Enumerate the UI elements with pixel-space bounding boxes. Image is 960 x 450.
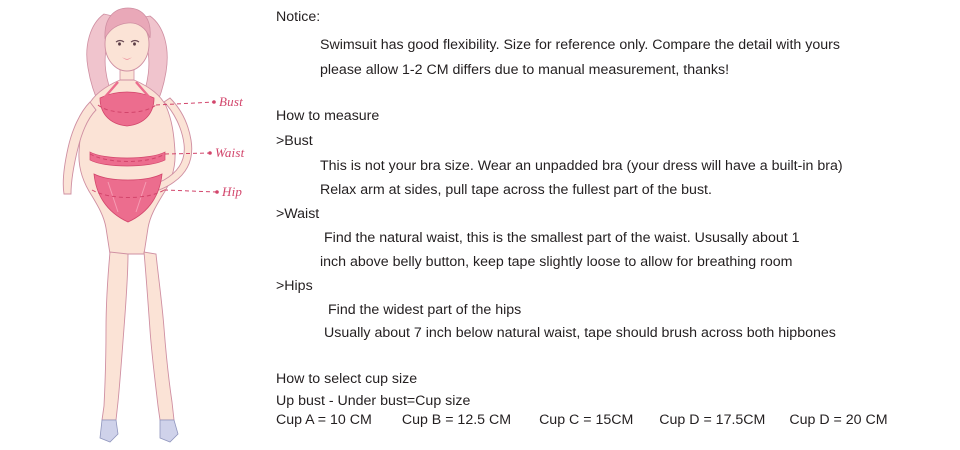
cup-size-e: Cup D = 20 CM bbox=[789, 412, 888, 428]
section-waist-line-1: Find the natural waist, this is the smallest part of the waist. Ususally about 1 bbox=[324, 230, 800, 246]
section-bust-line-1: This is not your bra size. Wear an unpadded bra (your dress will have a built-in bra) bbox=[320, 158, 843, 174]
section-hips-line-1: Find the widest part of the hips bbox=[328, 302, 522, 318]
figure-panel bbox=[0, 0, 268, 450]
section-hips-title: >Hips bbox=[276, 278, 313, 294]
section-bust-line-2: Relax arm at sides, pull tape across the fullest part of the bust. bbox=[320, 182, 712, 198]
cup-size-a: Cup A = 10 CM bbox=[276, 412, 372, 428]
measure-label-hip: Hip bbox=[222, 184, 243, 199]
cup-size-formula: Up bust - Under bust=Cup size bbox=[276, 393, 471, 409]
cup-size-heading: How to select cup size bbox=[276, 371, 418, 387]
cup-size-c: Cup C = 15CM bbox=[539, 412, 634, 428]
section-waist-title: >Waist bbox=[276, 206, 320, 222]
cup-size-row bbox=[276, 412, 888, 428]
cup-size-d: Cup D = 17.5CM bbox=[659, 412, 766, 428]
instructions-panel bbox=[276, 0, 960, 450]
measure-label-waist: Waist bbox=[215, 145, 245, 160]
notice-line-2: please allow 1-2 CM differs due to manual measurement, thanks! bbox=[320, 62, 730, 78]
measure-label-bust: Bust bbox=[219, 94, 243, 109]
section-bust-title: >Bust bbox=[276, 133, 313, 149]
notice-line-1: Swimsuit has good flexibility. Size for reference only. Compare the detail with yours bbox=[320, 37, 840, 53]
section-hips-line-2: Usually about 7 inch below natural waist, tape should brush across both hipbones bbox=[324, 325, 836, 341]
section-waist-line-2: inch above belly button, keep tape slightly loose to allow for breathing room bbox=[320, 254, 793, 270]
croquis-figure-illustration bbox=[18, 2, 248, 448]
cup-size-b: Cup B = 12.5 CM bbox=[401, 412, 512, 428]
how-to-measure-heading: How to measure bbox=[276, 108, 380, 124]
notice-heading: Notice: bbox=[276, 9, 321, 25]
